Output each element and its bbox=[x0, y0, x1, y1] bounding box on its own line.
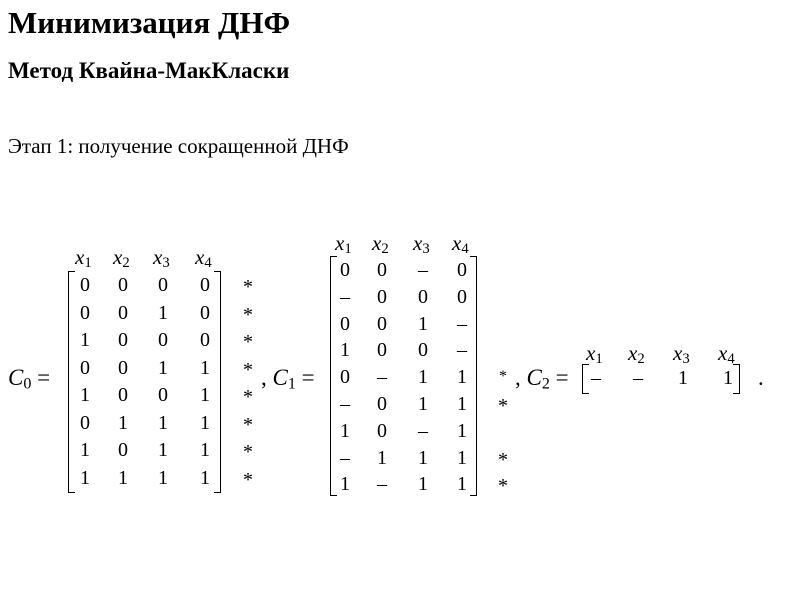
c1-cell: 0 bbox=[340, 366, 350, 389]
c2-header-letter: x bbox=[718, 341, 728, 365]
c1-cell: – bbox=[377, 366, 387, 389]
c1-header-index: 2 bbox=[381, 241, 389, 258]
c1-cell: – bbox=[340, 285, 350, 308]
c0-cell: 1 bbox=[158, 301, 168, 324]
c0-label bbox=[8, 365, 51, 393]
c1-cell: 0 bbox=[340, 259, 350, 281]
c2-header-index: 3 bbox=[682, 351, 690, 368]
c1-cell: 0 bbox=[377, 285, 387, 308]
c0-header-index: 3 bbox=[162, 255, 170, 272]
c0-header-letter: x bbox=[113, 245, 123, 269]
c1-header-index: 3 bbox=[422, 241, 430, 258]
c0-header-letter: x bbox=[153, 245, 163, 269]
c0-header-letter: x bbox=[75, 245, 85, 269]
c1-cell: 0 bbox=[377, 312, 387, 335]
c2-cell: 1 bbox=[723, 367, 733, 389]
c1-cell: 1 bbox=[457, 393, 467, 415]
c0-cell: 1 bbox=[200, 384, 210, 406]
c0-left-bracket bbox=[68, 271, 75, 493]
c0-mark: * bbox=[243, 303, 253, 326]
c0-mark: * bbox=[243, 441, 253, 463]
c0-cell: 1 bbox=[80, 384, 90, 406]
c0-cell: 1 bbox=[80, 466, 90, 489]
c1-mark: * bbox=[498, 395, 508, 417]
c1-header-index: 1 bbox=[344, 241, 352, 258]
c1-cell: 1 bbox=[457, 419, 467, 442]
c1-cell: – bbox=[457, 312, 467, 335]
c1-cell: 1 bbox=[418, 473, 428, 496]
c0-cell: 1 bbox=[118, 466, 128, 489]
c0-separator bbox=[261, 365, 315, 393]
c1-cell: – bbox=[418, 259, 428, 281]
c2-header-index: 4 bbox=[727, 351, 735, 368]
c0-cell: 1 bbox=[80, 329, 90, 351]
c1-cell: – bbox=[340, 393, 350, 415]
c0-cell: 0 bbox=[158, 329, 168, 351]
c0-cell: 1 bbox=[200, 356, 210, 379]
c1-mark: * bbox=[498, 448, 508, 471]
c0-cell: 1 bbox=[200, 466, 210, 489]
c2-cell: – bbox=[633, 367, 643, 389]
c0-cell: 0 bbox=[158, 384, 168, 406]
c1-cell: 1 bbox=[418, 312, 428, 335]
c0-cell: 0 bbox=[118, 384, 128, 406]
c0-header-index: 1 bbox=[84, 255, 92, 272]
c1-cell: 1 bbox=[418, 446, 428, 469]
c1-cell: 1 bbox=[418, 366, 428, 389]
c0-mark: * bbox=[243, 276, 253, 298]
c0-cell: 1 bbox=[158, 411, 168, 434]
c2-header-x1 bbox=[586, 341, 603, 368]
c0-mark: * bbox=[243, 386, 253, 408]
c0-cell: 0 bbox=[118, 301, 128, 324]
c1-cell: 1 bbox=[418, 393, 428, 415]
c2-header-x2 bbox=[628, 341, 645, 368]
c0-cell: 0 bbox=[158, 274, 168, 296]
c1-header-letter: x bbox=[372, 231, 382, 255]
c1-header-x2 bbox=[372, 231, 389, 258]
c2-cell: – bbox=[591, 367, 601, 389]
c0-mark: * bbox=[243, 331, 253, 353]
c0-cell: 0 bbox=[200, 301, 210, 324]
c1-cell: – bbox=[418, 419, 428, 442]
c1-cell: 1 bbox=[340, 419, 350, 442]
c1-header-index: 4 bbox=[461, 241, 469, 258]
c2-header-index: 1 bbox=[595, 351, 603, 368]
c1-cell: 0 bbox=[457, 285, 467, 308]
c1-cell: 1 bbox=[377, 446, 387, 469]
c0-cell: 0 bbox=[118, 274, 128, 296]
c0-cell: 0 bbox=[200, 329, 210, 351]
c1-mark: * bbox=[499, 368, 507, 386]
c1-cell: 0 bbox=[377, 393, 387, 415]
c1-header-x3 bbox=[413, 231, 430, 258]
c1-header-x1 bbox=[335, 231, 352, 258]
c1-cell: 1 bbox=[457, 366, 467, 389]
c2-equals: = bbox=[555, 365, 569, 390]
c2-header-letter: x bbox=[586, 341, 596, 365]
c0-cell: 0 bbox=[80, 356, 90, 379]
c1-cell: 0 bbox=[457, 259, 467, 281]
c1-cell: 0 bbox=[377, 259, 387, 281]
c0-header-index: 4 bbox=[204, 255, 212, 272]
c0-cell: 0 bbox=[200, 274, 210, 296]
c1-cell: 1 bbox=[340, 473, 350, 496]
c0-mark: * bbox=[243, 413, 253, 436]
c1-separator bbox=[515, 365, 569, 393]
c1-header-letter: x bbox=[413, 231, 423, 255]
page-subtitle: Метод Квайна-МакКласки bbox=[8, 58, 290, 83]
c0-cell: 1 bbox=[158, 356, 168, 379]
c0-mark: * bbox=[243, 468, 253, 491]
c0-cell: 0 bbox=[80, 411, 90, 434]
c0-index: 0 bbox=[23, 375, 32, 393]
c1-header-x4 bbox=[452, 231, 469, 258]
c1-cell: 0 bbox=[340, 312, 350, 335]
c1-index: 1 bbox=[287, 375, 296, 393]
c0-header-x4 bbox=[195, 245, 212, 272]
c0-cell: 1 bbox=[200, 411, 210, 434]
c0-header-index: 2 bbox=[122, 255, 130, 272]
c1-cell: – bbox=[457, 339, 467, 362]
c1-letter: C bbox=[272, 365, 288, 390]
c2-header-letter: x bbox=[673, 341, 683, 365]
c2-header-x3 bbox=[673, 341, 690, 368]
c1-cell: – bbox=[377, 473, 387, 496]
c0-cell: 0 bbox=[80, 301, 90, 324]
c2-letter: C bbox=[526, 365, 542, 390]
final-period: . bbox=[758, 365, 764, 390]
c1-cell: 0 bbox=[377, 419, 387, 442]
c0-cell: 1 bbox=[118, 411, 128, 434]
c0-mark: * bbox=[243, 358, 253, 381]
c1-comma: , bbox=[515, 365, 521, 390]
c1-mark: * bbox=[498, 475, 508, 498]
page-title: Минимизация ДНФ bbox=[8, 5, 291, 40]
c0-cell: 1 bbox=[158, 439, 168, 461]
c2-cell: 1 bbox=[678, 367, 688, 389]
c0-comma: , bbox=[261, 365, 267, 390]
c0-cell: 0 bbox=[118, 329, 128, 351]
c2-index: 2 bbox=[541, 375, 550, 393]
c1-equals: = bbox=[301, 365, 315, 390]
c1-header-letter: x bbox=[452, 231, 462, 255]
c0-right-bracket bbox=[214, 271, 221, 493]
c0-header-letter: x bbox=[195, 245, 205, 269]
c0-equals: = bbox=[37, 365, 51, 390]
c2-header-letter: x bbox=[628, 341, 638, 365]
c1-cell: – bbox=[340, 446, 350, 469]
c0-cell: 0 bbox=[118, 356, 128, 379]
c1-cell: 0 bbox=[418, 285, 428, 308]
c0-cell: 1 bbox=[158, 466, 168, 489]
c0-cell: 1 bbox=[80, 439, 90, 461]
c0-header-x2 bbox=[113, 245, 130, 272]
c2-header-index: 2 bbox=[637, 351, 645, 368]
c1-cell: 1 bbox=[340, 339, 350, 362]
c1-cell: 1 bbox=[457, 446, 467, 469]
c0-header-x1 bbox=[75, 245, 92, 272]
c1-cell: 0 bbox=[377, 339, 387, 362]
stage-heading: Этап 1: получение сокращенной ДНФ bbox=[8, 134, 349, 158]
c0-header-x3 bbox=[153, 245, 170, 272]
c0-letter: C bbox=[8, 365, 24, 390]
c0-cell: 0 bbox=[80, 274, 90, 296]
c1-header-letter: x bbox=[335, 231, 345, 255]
c1-cell: 0 bbox=[418, 339, 428, 362]
c1-cell: 1 bbox=[457, 473, 467, 496]
c2-header-x4 bbox=[718, 341, 735, 368]
c0-cell: 1 bbox=[200, 439, 210, 461]
c0-cell: 0 bbox=[118, 439, 128, 461]
